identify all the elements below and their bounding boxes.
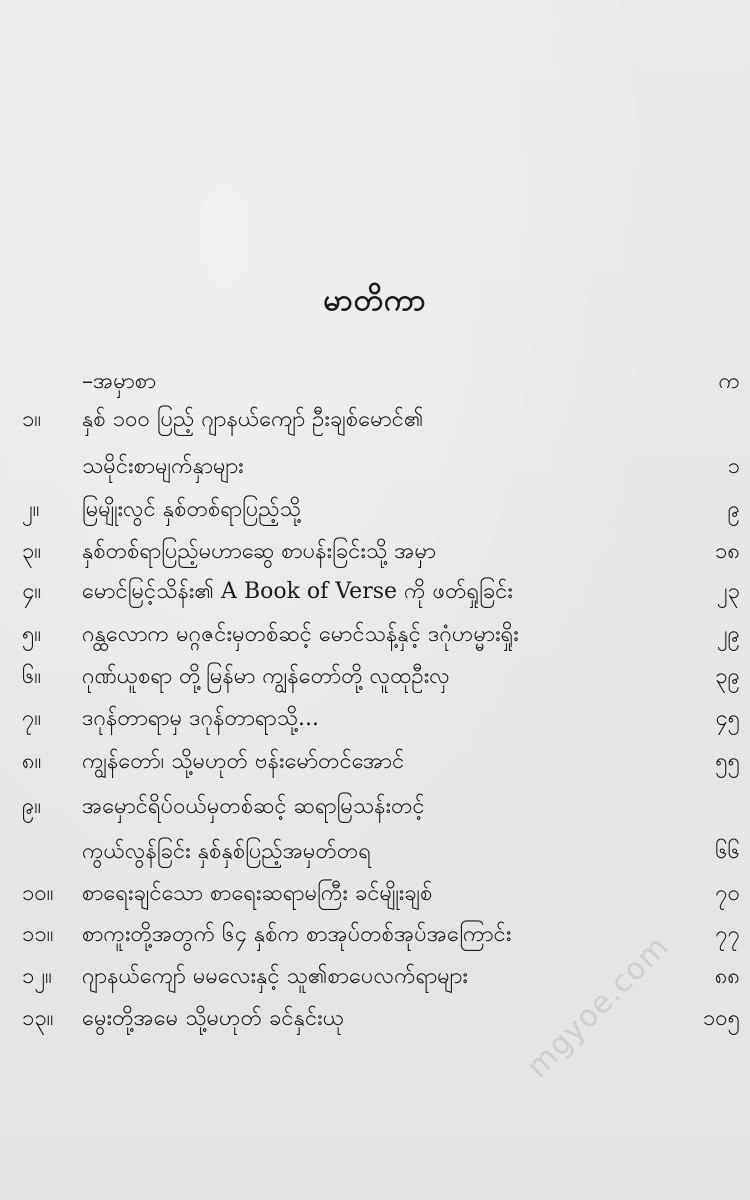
toc-entry-page-number: ၂၃ — [716, 579, 740, 604]
toc-entry-title: ကွယ်လွန်ခြင်း နှစ်နှစ်ပြည့်အမှတ်တရ — [82, 839, 371, 864]
toc-entry-number: ၂။ — [22, 497, 40, 522]
toc-entry-number: ၉။ — [22, 794, 42, 819]
toc-entry-number: ၁။ — [22, 407, 42, 432]
toc-entry — [0, 535, 750, 569]
toc-entry-number: ၁၃။ — [22, 1006, 54, 1031]
toc-entry-title: အမှောင်ရိပ်ဝယ်မှတစ်ဆင့် ဆရာမြသန်းတင့် — [82, 794, 425, 819]
toc-entry-title: ဂန္ထလောက မဂ္ဂဇင်းမှတစ်ဆင့် မောင်သန့်နှင့် ဒဂုံဟမ္မားရှိုး — [82, 622, 519, 647]
toc-entry — [0, 745, 750, 779]
toc-entry-number: ၁၀။ — [22, 881, 54, 906]
toc-entry-page-number: ၁ — [727, 454, 740, 479]
toc-entry-number: ၇။ — [22, 706, 42, 731]
toc-entry — [0, 702, 750, 736]
toc-entry-page-number: ၃၉ — [715, 664, 740, 689]
toc-entry-page-number: ၁၀၅ — [702, 1006, 740, 1031]
toc-entry — [0, 877, 750, 911]
toc-entry-page-number: ၇၇ — [715, 922, 740, 947]
toc-entry — [0, 660, 750, 694]
toc-entry-title: မြမျိုးလွင် နှစ်တစ်ရာပြည့်သို့ — [82, 497, 301, 522]
toc-entry-title: သမိုင်းစာမျက်နှာများ — [82, 454, 244, 479]
toc-entry-number: ၁၁။ — [22, 922, 54, 947]
toc-entry-title: နှစ်တစ်ရာပြည့်မဟာဆွေ စာပန်းခြင်းသို့ အမှာ — [82, 539, 437, 564]
toc-entry — [0, 450, 750, 484]
toc-entry-page-number: ၁၈ — [715, 539, 740, 564]
toc-entry — [0, 575, 750, 609]
toc-entry-title: ဂုဏ်ယူစရာ တို့မြန်မာ ကျွန်တော်တို့ လူထုဦးလှ — [82, 664, 450, 689]
toc-entry — [0, 403, 750, 437]
toc-entry-page-number: ၂၉ — [716, 622, 740, 647]
toc-entry-number: ၁၂။ — [22, 964, 52, 989]
toc-entry-title: နှစ် ၁၀၀ ပြည့် ဂျာနယ်ကျော် ဦးချစ်မောင်၏ — [82, 407, 424, 432]
toc-entry-title: မွေးတို့အမေ သို့မဟုတ် ခင်နှင်းယု — [82, 1006, 345, 1031]
toc-entry-number: ၅။ — [22, 622, 42, 647]
toc-entry-title: ဂျာနယ်ကျော် မမလေးနှင့် သူ၏စာပေလက်ရာများ — [82, 964, 468, 989]
toc-entry-title: ဒဂုန်တာရာမှ ဒဂုန်တာရာသို့... — [82, 706, 319, 731]
toc-entry-page-number: ၄၅ — [715, 706, 740, 731]
watermark: mgyoe.com — [520, 928, 676, 1085]
toc-entry-number: ၄။ — [22, 579, 42, 604]
toc-entry-page-number: ၅၅ — [715, 749, 740, 774]
toc-entry — [0, 790, 750, 824]
toc-entry-title: မောင်မြင့်သိန်း၏ A Book of Verse ကို ဖတ်ရှုခြင်း — [82, 579, 514, 604]
toc-entry — [0, 1002, 750, 1036]
toc-entry-title: –အမှာစာ — [82, 369, 157, 394]
table-of-contents — [0, 365, 750, 1105]
toc-entry-number: ၆။ — [22, 664, 42, 689]
toc-entry-page-number: ၇၀ — [715, 881, 740, 906]
toc-entry-title: စာရေးချင်သော စာရေးဆရာမကြီး ခင်မျိုးချစ် — [82, 881, 433, 906]
toc-entry — [0, 835, 750, 869]
toc-entry — [0, 618, 750, 652]
page-title: မာတိကာ — [323, 283, 427, 318]
toc-entry-page-number: ၉ — [727, 497, 740, 522]
toc-entry-page-number: ၆၆ — [715, 839, 740, 864]
toc-entry-page-number: က — [718, 369, 740, 394]
toc-entry — [0, 365, 750, 399]
toc-entry-number: ၈။ — [22, 749, 42, 774]
toc-entry-page-number: ၈၈ — [714, 964, 740, 989]
toc-entry-title: စာကူးတို့အတွက် ၆၄ နှစ်က စာအုပ်တစ်အုပ်အကြောင်း — [82, 922, 512, 947]
toc-entry-title: ကျွန်တော်၊ သို့မဟုတ် ဗန်းမော်တင်အောင် — [82, 749, 405, 774]
toc-entry-number: ၃။ — [22, 539, 42, 564]
toc-entry — [0, 493, 750, 527]
